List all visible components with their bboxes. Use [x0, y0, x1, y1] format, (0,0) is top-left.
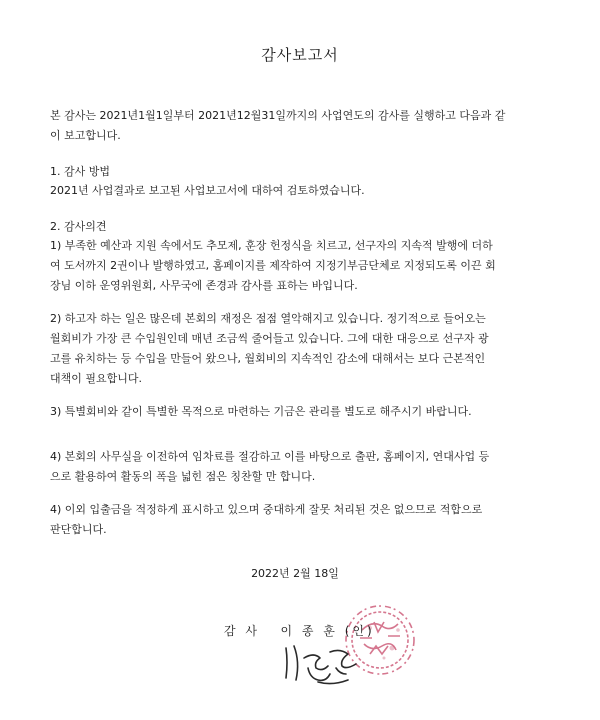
opinion-4	[50, 447, 555, 487]
opinion-line: 월회비가 가장 큰 수입원인데 매년 조금씩 줄어들고 있습니다. 그에 대한 대응으로 선구자 광	[50, 332, 489, 345]
intro-line: 본 감사는 2021년1월1일부터 2021년12월31일까지의 사업연도의 감사를 실행하고 다음과 같	[50, 109, 506, 122]
intro-paragraph	[50, 106, 555, 146]
opinion-line: 고를 유치하는 등 수입을 만들어 왔으나, 월회비의 지속적인 감소에 대해서는 보다 근본적인	[50, 352, 486, 365]
opinion-3	[50, 402, 555, 422]
opinion-5	[50, 500, 555, 540]
document-title: 감사보고서	[261, 46, 339, 64]
opinion-line: 여 도서까지 2권이나 발행하였고, 홈페이지를 제작하여 지정기부금단체로 지정되도록 이끈 회	[50, 259, 496, 272]
section1-heading-text: 1. 감사 방법	[50, 165, 110, 178]
opinion-2	[50, 309, 555, 389]
opinion-line: 4) 본회의 사무실을 이전하여 임차료를 절감하고 이를 바탕으로 출판, 홈페이지, 연대사업 등	[50, 450, 490, 463]
section1-body	[50, 181, 555, 201]
opinion-line: 판단합니다.	[50, 523, 107, 536]
opinion-line: 으로 활용하여 활동의 폭을 넓힌 점은 칭찬할 만 합니다.	[50, 470, 316, 483]
opinion-line: 대책이 필요합니다.	[50, 372, 143, 385]
intro-line: 이 보고합니다.	[50, 129, 121, 142]
opinion-1	[50, 236, 555, 296]
handwritten-signature-icon	[278, 634, 368, 694]
section1-body-text: 2021년 사업결과로 보고된 사업보고서에 대하여 검토하였습니다.	[50, 184, 365, 197]
auditor-role: 감 사	[224, 624, 260, 638]
section2-heading	[50, 217, 555, 237]
opinion-line: 1) 부족한 예산과 지원 속에서도 추모제, 훈장 헌정식을 치르고, 선구자의 지속적 발행에 더하	[50, 239, 493, 252]
seal-mark-label: (인)	[344, 624, 375, 638]
opinion-line: 4) 이외 입출금을 적정하게 표시하고 있으며 중대하게 잘못 처리된 것은 없으므로 적합으로	[50, 503, 483, 516]
report-date: 2022년 2월 18일	[251, 567, 339, 580]
section1-heading	[50, 162, 555, 182]
auditor-name: 이 종 훈	[280, 624, 338, 638]
opinion-line: 장님 이하 운영위원회, 사무국에 존경과 감사를 표하는 바입니다.	[50, 279, 358, 292]
opinion-line: 3) 특별회비와 같이 특별한 목적으로 마련하는 기금은 관리를 별도로 해주시기 바랍니다.	[50, 405, 472, 418]
opinion-line: 2) 하고자 하는 일은 많은데 본회의 재정은 점점 열악해지고 있습니다. 정기적으로 들어오는	[50, 312, 486, 325]
section2-heading-text: 2. 감사의견	[50, 220, 107, 233]
